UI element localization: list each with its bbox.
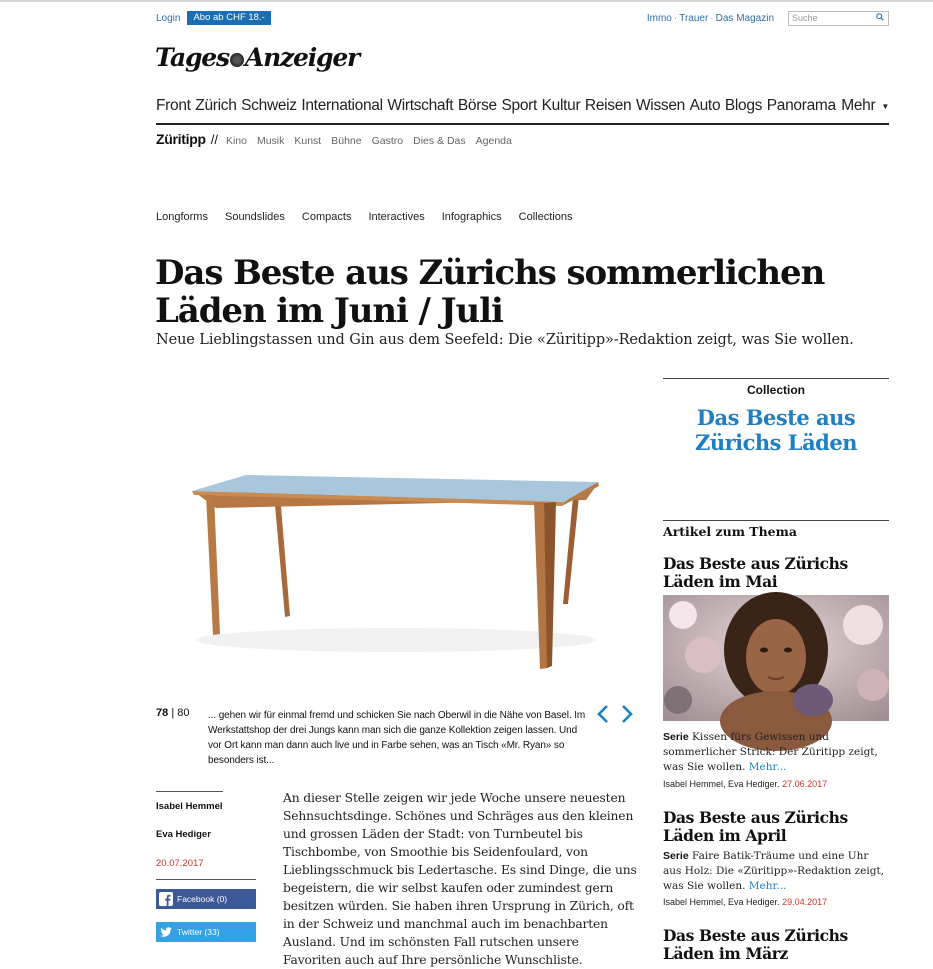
subnav-item-musik[interactable]: Musik (256, 135, 285, 147)
format-infographics[interactable]: Infographics (441, 211, 502, 223)
share-divider (156, 879, 256, 880)
section-slashes: // (210, 132, 218, 147)
article-body: An dieser Stelle zeigen wir jede Woche unsere neuesten Sehnsuchtsdinge. Schönes und Schräges aus den kleinen und grossen Läden der Stadt: von Turnbeutel bis Tischbombe, von Smoothie bis Seidenfoulard, von Lieblingsschmuck bis Ledertasche. Es sind Dinge, die uns begeistern, die wir selbst kaufen oder zumindest gern besitzen würden. Sie haben ihren Ursprung in Zürich, oft in der Schweiz und manchmal auch im benachbarten Ausland. Und im schönsten Fall rutschen unsere Favoriten auch auf Ihre persönliche Wunschliste. (283, 791, 637, 967)
nav-item-blogs[interactable]: Blogs (724, 97, 763, 114)
related-divider (663, 520, 889, 521)
subscription-button[interactable]: Abo ab CHF 18.- (187, 11, 270, 25)
section-navigation (156, 131, 522, 147)
nav-item-auto[interactable]: Auto (689, 97, 721, 114)
top-border (0, 0, 933, 2)
related-title-april[interactable]: Das Beste aus Zürichs Läden im April (663, 808, 848, 845)
site-logo[interactable] (155, 43, 359, 72)
logo-text-right: Anzeiger (244, 43, 360, 72)
subnav-item-dies-das[interactable]: Dies & Das (413, 135, 466, 147)
nav-item-schweiz[interactable]: Schweiz (241, 97, 297, 114)
utility-bar-right (647, 11, 889, 26)
section-brand-zueritipp[interactable]: Züritipp (156, 131, 206, 147)
logo-emblem-icon (230, 53, 244, 67)
subnav-item-buehne[interactable]: Bühne (331, 135, 362, 147)
search-input[interactable] (788, 11, 889, 26)
related-authors: Isabel Hemmel, Eva Hediger. (663, 779, 780, 789)
chevron-left-icon[interactable] (596, 704, 610, 724)
gallery-caption: ... gehen wir für einmal fremd und schicken Sie nach Oberwil in die Nähe von Basel. Im Werkstattshop der drei Jungs kann man sich die ganze Kollektion zeigen lassen. Und vor Ort kann man dann auch live und in Farbe sehen, was an Tisch «Mr. Ryan» so besonders ist... (208, 710, 586, 766)
author-isabel-hemmel[interactable]: Isabel Hemmel (156, 801, 223, 812)
utility-bar-left (156, 11, 271, 25)
facebook-icon (159, 892, 173, 906)
table-photo (156, 378, 636, 698)
logo-text-left: Tages (155, 43, 229, 72)
format-collections[interactable]: Collections (518, 211, 573, 223)
related-authors: Isabel Hemmel, Eva Hediger. (663, 897, 780, 907)
nav-item-international[interactable]: International (301, 97, 383, 114)
related-teaser-mai (663, 730, 889, 775)
nav-item-wirtschaft[interactable]: Wirtschaft (387, 97, 454, 114)
format-longforms[interactable]: Longforms (156, 211, 208, 223)
related-teaser-text: Kissen fürs Gewissen und sommerlicher Strick: Der Züritipp zeigt, was Sie wollen. (663, 731, 878, 773)
article-date: 20.07.2017 (156, 858, 204, 869)
nav-item-sport[interactable]: Sport (501, 97, 538, 114)
immo-link[interactable]: Immo (646, 13, 672, 24)
caret-down-icon: ▼ (881, 101, 889, 111)
gallery-total: | 80 (171, 707, 190, 719)
subnav-item-agenda[interactable]: Agenda (475, 135, 512, 147)
search-placeholder: Suche (792, 13, 818, 23)
nav-item-reisen[interactable]: Reisen (584, 97, 632, 114)
nav-item-kultur[interactable]: Kultur (541, 97, 581, 114)
article-lead: Neue Lieblingstassen und Gin aus dem Seefeld: Die «Züritipp»-Redaktion zeigt, was Sie wollen. (156, 332, 854, 348)
nav-item-panorama[interactable]: Panorama (766, 97, 836, 114)
login-link[interactable]: Login (156, 12, 181, 24)
main-navigation (156, 97, 889, 115)
trauer-link[interactable]: Trauer (679, 13, 709, 24)
related-meta-april (663, 897, 827, 907)
related-kicker: Serie (663, 850, 689, 862)
format-navigation (156, 211, 572, 223)
related-date: 27.06.2017 (782, 779, 828, 789)
related-title-maerz[interactable]: Das Beste aus Zürichs Läden im März (663, 926, 848, 963)
gallery-current: 78 (156, 707, 169, 719)
nav-item-wissen[interactable]: Wissen (635, 97, 685, 114)
gallery-image[interactable] (156, 378, 636, 698)
format-compacts[interactable]: Compacts (301, 211, 352, 223)
nav-more-button[interactable] (841, 97, 889, 115)
byline-divider (156, 791, 223, 792)
author-eva-hediger[interactable]: Eva Hediger (156, 829, 211, 840)
format-soundslides[interactable]: Soundslides (224, 211, 285, 223)
more-link[interactable]: Mehr... (748, 761, 787, 773)
related-date: 29.04.2017 (782, 897, 828, 907)
nav-divider (156, 123, 889, 125)
collection-title-link[interactable]: Das Beste aus Zürichs Läden (694, 405, 857, 455)
subnav-item-kino[interactable]: Kino (225, 135, 247, 147)
subnav-item-kunst[interactable]: Kunst (294, 135, 322, 147)
separator: · (673, 13, 678, 24)
chevron-right-icon[interactable] (620, 704, 634, 724)
gallery-arrows (596, 704, 634, 724)
related-teaser-april (663, 849, 889, 894)
related-kicker: Serie (663, 731, 689, 743)
twitter-share-label: Twitter (33) (177, 927, 220, 937)
related-meta-mai (663, 779, 827, 789)
nav-item-zuerich[interactable]: Zürich (195, 97, 237, 114)
nav-more-label: Mehr (841, 97, 876, 114)
twitter-share-button[interactable] (156, 922, 256, 942)
related-teaser-text: Faire Batik-Träume und eine Uhr aus Holz: Die «Züritipp»-Redaktion zeigt, was Sie wollen. (663, 850, 885, 892)
portrait-photo (663, 595, 889, 721)
twitter-icon (159, 925, 173, 939)
magazin-link[interactable]: Das Magazin (715, 13, 774, 24)
collection-divider (663, 378, 889, 379)
more-link[interactable]: Mehr... (748, 880, 787, 892)
separator: · (710, 13, 714, 24)
related-photo-mai[interactable] (663, 595, 889, 721)
nav-item-front[interactable]: Front (156, 97, 191, 114)
search-icon[interactable] (876, 13, 884, 21)
article-headline: Das Beste aus Zürichs sommerlichen Läden im Juni / Juli (155, 253, 825, 331)
related-heading: Artikel zum Thema (663, 524, 797, 539)
format-interactives[interactable]: Interactives (368, 211, 425, 223)
facebook-share-button[interactable] (156, 889, 256, 909)
collection-label: Collection (746, 383, 805, 397)
nav-item-boerse[interactable]: Börse (457, 97, 497, 114)
related-title-mai[interactable]: Das Beste aus Zürichs Läden im Mai (663, 554, 848, 591)
gallery-counter (156, 707, 189, 719)
facebook-share-label: Facebook (0) (177, 894, 228, 904)
subnav-item-gastro[interactable]: Gastro (371, 135, 404, 147)
